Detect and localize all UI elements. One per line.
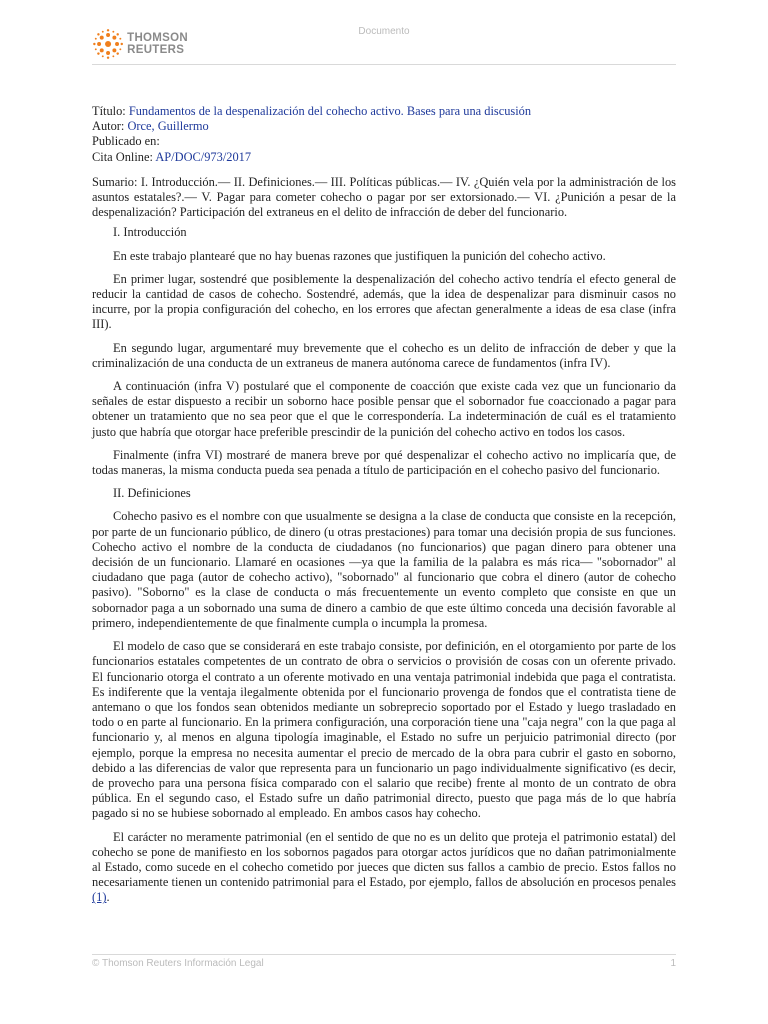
paragraph: Finalmente (infra VI) mostraré de manera breve por qué despenalizar el cohecho activo no implicaría que, de todas maneras, la misma conducta pueda sea penada a título de participación en el cohecho pasivo del funcionario. xyxy=(92,447,676,478)
paragraph: A continuación (infra V) postularé que el componente de coacción que existe cada vez que un funcionario da señales de estar dispuesto a recibir un soborno hace posible pensar que el sobornador fue coaccionado a pagar para obtener un tratamiento que no sea peor que el que le correspondería. La indeterminación de cuál es el tratamiento justo que habría que otorgar hace preferible prescindir de la punición del cohecho activo en todos los casos. xyxy=(92,379,676,439)
section-heading-intro: I. Introducción xyxy=(113,225,187,240)
meta-author-value[interactable]: Orce, Guillermo xyxy=(127,119,209,134)
meta-title-value[interactable]: Fundamentos de la despenalización del cohecho activo. Bases para una discusión xyxy=(128,104,532,118)
footer-divider xyxy=(92,954,676,955)
summary: Sumario: I. Introducción.— II. Definiciones.— III. Políticas públicas.— IV. ¿Quién vela por la administración de los asuntos estatales?.— V. Pagar para cometer cohecho o pagar por ser extorsionado.— VI. ¿Punición a pesar de la despenalización? Participación del extraneus en el delito de infracción de deber del funcionario. xyxy=(92,174,676,220)
meta-title-label: Título: xyxy=(92,104,126,118)
header-divider xyxy=(92,64,676,65)
page-number: 1 xyxy=(670,958,676,969)
meta-published-label: Publicado en: xyxy=(92,134,160,149)
paragraph-text: El carácter no meramente patrimonial (en el sentido de que no es un delito que proteja el patrimonio estatal) del cohecho se pone de manifiesto en los sobornos pagados para otorgar actos jurídicos que no dañan patrimonialmente al Estado, como sucede en el cohecho cometido por jueces que dicten sus fallos a cambio de precio. Estos fallos no necesariamente tienen un contenido patrimonial para el Estado, por ejemplo, fallos de absolución en procesos penales xyxy=(92,829,676,890)
paragraph: El modelo de caso que se considerará en este trabajo consiste, por definición, en el otorgamiento por parte de los funcionarios estatales competentes de un contrato de obra o servicios o provisión de cosas con un oferente privado. El funcionario otorga el contrato a un oferente motivado en una ventaja patrimonial indebida que paga el contratista. Es indiferente que la ventaja ilegalmente obtenida por el funcionario provenga de fondos que el contratista tiene de antemano o que los fondos sean obtenidos mediante un sobreprecio soportado por el Estado y luego trasladado en todo o en parte al funcionario. En la primera configuración, una corporación tiene una "caja negra" con la que paga al funcionario y, al menos en alguna tipología imaginable, el Estado no sufre un perjuicio patrimonial directo (por ejemplo, porque la empresa no necesita aumentar el precio de mercado de la obra para cubrir el gasto en soborno, debido a las diferencias de valor que representa para un funcionario un pago individualmente significativo (es decir, de provecho para una persona física comparado con el salario que recibe) frente al monto de un contrato de obra pública. En el segundo caso, el Estado sufre un daño patrimonial directo, puesto que paga más de lo que habría pagado si no se hubiese sobornado al empleado. En ambos casos hay cohecho. xyxy=(92,639,676,821)
footer-copyright: © Thomson Reuters Información Legal xyxy=(92,958,264,969)
paragraph xyxy=(92,830,676,906)
paragraph: En este trabajo plantearé que no hay buenas razones que justifiquen la punición del cohecho activo. xyxy=(113,248,606,263)
paragraph-end: . xyxy=(106,890,110,905)
meta-cite-label: Cita Online: xyxy=(92,149,153,164)
logo-line-2: REUTERS xyxy=(127,44,185,56)
paragraph: Cohecho pasivo es el nombre con que usualmente se designa a la clase de conducta que consiste en la recepción, por parte de un funcionario público, de dinero (u otras prestaciones) para tomar una decisión propia de sus funciones. Cohecho activo el nombre de la conducta de ciudadanos (no funcionarios) que pagan dinero para obtener una decisión de un funcionario. Llamaré en ocasiones —ya que la familia de la palabra es más rica— "sobornador" al ciudadano que paga (autor de cohecho activo), "sobornado" al funcionario que cobra el dinero (autor de cohecho pasivo). "Soborno" es la clase de conducta o más frecuentemente un evento completo que consiste en que un sobornador paga a un sobornado una suma de dinero a cambio de que este último conceda una decisión favorable al primero, independientemente de que finalmente cumpla o incumpla la promesa. xyxy=(92,509,676,630)
section-heading-definitions: II. Definiciones xyxy=(113,486,191,501)
meta-published xyxy=(92,134,676,149)
footnote-link[interactable]: (1) xyxy=(92,890,107,905)
meta-title xyxy=(92,104,676,119)
document-label: Documento xyxy=(358,26,410,37)
meta-cite-value[interactable]: AP/DOC/973/2017 xyxy=(155,149,252,164)
logo-line-1: THOMSON xyxy=(127,32,188,44)
paragraph: En segundo lugar, argumentaré muy brevemente que el cohecho es un delito de infracción de deber y que la criminalización de una conducta de un extraneus de manera autónoma carece de fundamentos (infra IV). xyxy=(92,340,676,370)
meta-author xyxy=(92,119,676,134)
document-body xyxy=(92,104,676,906)
meta-cite xyxy=(92,150,676,165)
paragraph: En primer lugar, sostendré que posiblemente la despenalización del cohecho activo tendría el efecto general de reducir la cantidad de casos de cohecho. Sostendré, además, que la idea de despenalizar para disminuir casos no incurre, por la propia configuración del cohecho, en los errores que afectan generalmente a ideas de esa clase (infra III). xyxy=(92,271,676,332)
meta-author-label: Autor: xyxy=(92,119,125,134)
page-header xyxy=(0,0,768,66)
